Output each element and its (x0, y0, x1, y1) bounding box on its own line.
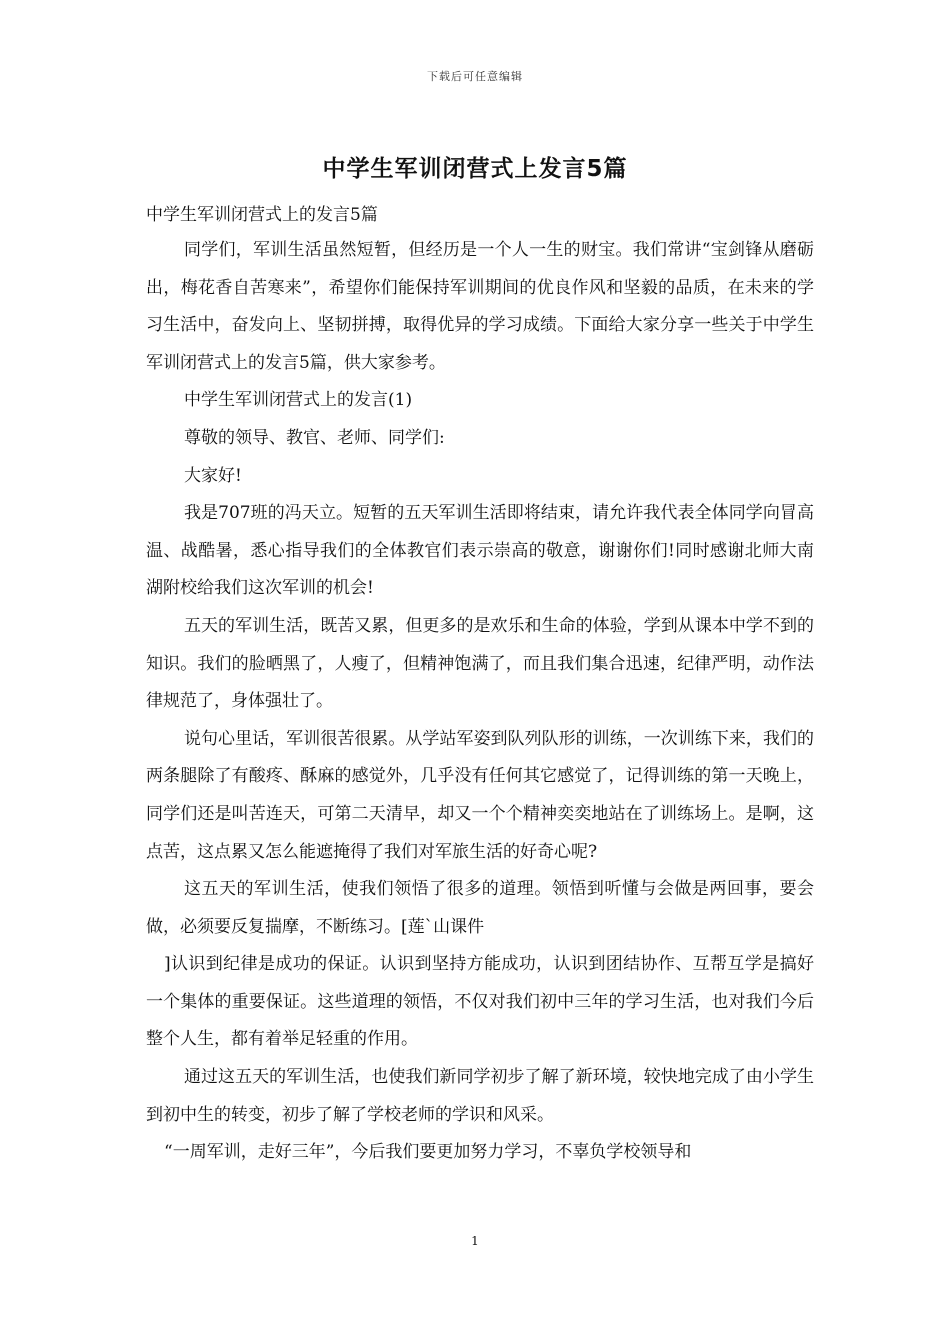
document-subtitle: 中学生军训闭营式上的发言5篇 (146, 205, 378, 225)
paragraph-hardship: 说句心里话，军训很苦很累。从学站军姿到队列队形的训练，一次训练下来，我们的两条腿除了有酸疼、酥麻的感觉外，几乎没有任何其它感觉了，记得训练的第一天晚上，同学们还是叫苦连天，可第二天清早，却又一个个精神奕奕地站在了训练场上。是啊，这点苦，这点累又怎么能遮掩得了我们对军旅生活的好奇心呢? (146, 728, 814, 862)
paragraph-section-heading: 中学生军训闭营式上的发言(1) (184, 390, 413, 411)
paragraph-greeting: 大家好! (184, 465, 242, 486)
paragraph-self-intro: 我是707班的冯天立。短暂的五天军训生活即将结束，请允许我代表全体同学向冒高温、战酷暑，悉心指导我们的全体教官们表示崇高的敬意，谢谢你们!同时感谢北师大南湖附校给我们这次军训的机会! (146, 503, 814, 599)
paragraph-new-environment: 通过这五天的军训生活，也使我们新同学初步了解了新环境，较快地完成了由小学生到初中生的转变，初步了解了学校老师的学识和风采。 (146, 1067, 814, 1125)
document-body (146, 232, 814, 1172)
paragraph-motto: “一周军训，走好三年”，今后我们要更加努力学习，不辜负学校领导和 (164, 1142, 692, 1163)
paragraph-lessons: 这五天的军训生活，使我们领悟了很多的道理。领悟到听懂与会做是两回事，要会做，必须要反复揣摩，不断练习。[莲`山课件 (146, 879, 814, 937)
paragraph-discipline: ]认识到纪律是成功的保证。认识到坚持方能成功，认识到团结协作、互帮互学是搞好一个集体的重要保证。这些道理的领悟，不仅对我们初中三年的学习生活，也对我们今后整个人生，都有着举足轻重的作用。 (146, 954, 814, 1050)
paragraph-salutation: 尊敬的领导、教官、老师、同学们: (184, 427, 445, 448)
document-title: 中学生军训闭营式上发言5篇 (322, 156, 628, 182)
paragraph-intro: 同学们，军训生活虽然短暂，但经历是一个人一生的财宝。我们常讲“宝剑锋从磨砺出，梅花香自苦寒来”，希望你们能保持军训期间的优良作风和坚毅的品质，在未来的学习生活中，奋发向上、坚韧拼搏，取得优异的学习成绩。下面给大家分享一些关于中学生军训闭营式上的发言5篇，供大家参考。 (146, 240, 814, 373)
page-header: 下载后可任意编辑 (427, 70, 523, 83)
page-number: 1 (471, 1234, 479, 1248)
paragraph-training-life: 五天的军训生活，既苦又累，但更多的是欢乐和生命的体验，学到从课本中学不到的知识。我们的脸晒黑了，人瘦了，但精神饱满了，而且我们集合迅速，纪律严明，动作法律规范了，身体强壮了。 (146, 615, 814, 712)
